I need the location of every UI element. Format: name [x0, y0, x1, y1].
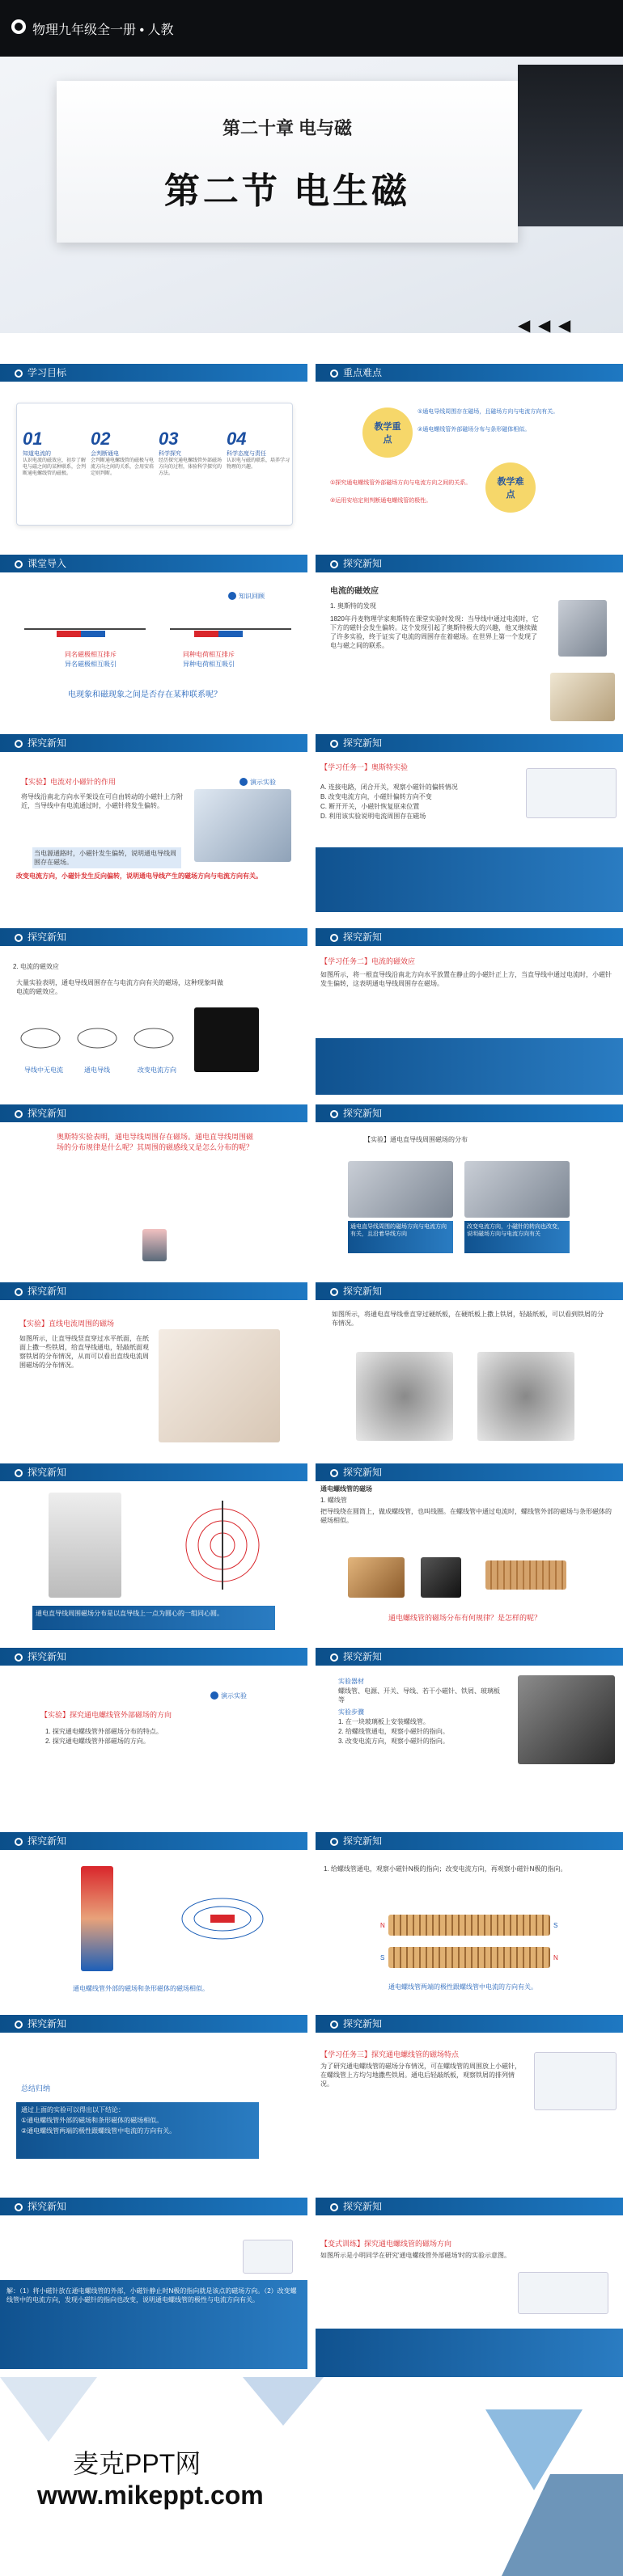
- section-bar: [0, 2198, 307, 2215]
- task1-item: D. 利用该实验说明电流周围存在磁场: [320, 813, 426, 820]
- section-bar-keypoints: [316, 364, 623, 382]
- final-task-text: 如图所示是小明同学在研究'通电螺线管外部磁场'时的实验示意图。: [320, 2252, 511, 2259]
- review-badge: [228, 592, 265, 601]
- section-title: 探究新知: [343, 1108, 383, 1119]
- section-title: 探究新知: [343, 1286, 383, 1297]
- exp3-question: 奥斯特实验表明，通电导线周围存在磁场。通电直导线周围磁场的分布规律是什么呢？其周围的磁感线又是怎么分布的呢？: [57, 1133, 254, 1151]
- key-circle: [362, 408, 413, 458]
- section-bar: [0, 928, 307, 946]
- demo-badge: 演示实验: [210, 1691, 247, 1700]
- coil-photo-2: [421, 1557, 461, 1598]
- goal-number: 04: [227, 429, 247, 449]
- exp4-right-text: 如图所示，将通电直导线垂直穿过硬纸板，在硬纸板上撒上铁屑，轻敲纸板，可以看到铁屑的分布情况。: [332, 1311, 604, 1327]
- section-bar-intro: [0, 555, 307, 572]
- final-answer-text: 解：（1）将小磁针放在通电螺线管的外部，小磁针静止时N极的指向就是该点的磁场方向。（2）改变螺线管中的电流方向，发现小磁针的指向也改变，说明通电螺线管的极性与电流方向有关。: [6, 2287, 297, 2304]
- goal-item-1: [23, 429, 86, 477]
- oersted-portrait: [558, 600, 607, 657]
- gear-icon: [330, 1288, 338, 1296]
- exp6-caption-right: 通电螺线管两端的极性跟螺线管中电流的方向有关。: [388, 1983, 537, 1991]
- hard-item-1: ①探究通电螺线管外部磁场方向与电流方向之间的关系。: [330, 480, 472, 486]
- experiment1-slide: [0, 734, 623, 917]
- exp6-caption-left: 通电螺线管外部的磁场和条形磁体的磁场相似。: [73, 1985, 209, 1992]
- exp1-photo: [194, 789, 291, 862]
- experiment5-slide: [0, 1643, 623, 1826]
- solenoid-sub: 1. 螺线管: [320, 1497, 347, 1504]
- wire-photo: [49, 1493, 121, 1598]
- section-bar-explore: [316, 555, 623, 572]
- solenoid-text: 把导线绕在圆筒上，做成螺线管，也叫线圈。在螺线管中通过电流时，螺线管外部的磁场与条形磁体的磁场相似。: [320, 1508, 612, 1524]
- exp4-photo: [159, 1329, 280, 1442]
- play-icon: [210, 1691, 218, 1700]
- final-slide: [0, 2191, 623, 2377]
- section-bar: [0, 1282, 307, 1300]
- goal-title: 科学探究: [159, 451, 181, 457]
- gear-icon: [15, 740, 23, 748]
- section-title: 探究新知: [28, 1835, 67, 1847]
- task1-item: A. 连接电路，闭合开关，观察小磁针的偏转情况: [320, 783, 458, 791]
- section-title: 探究新知: [28, 1651, 67, 1662]
- hard-item-2: ②运用安培定则判断通电螺线管的极性。: [330, 498, 432, 504]
- experiment4-slide: [0, 1277, 623, 1460]
- goal-text: 认识电与磁的联系，培养学习物理的兴趣。: [227, 458, 290, 470]
- key-item-1: ①通电导线周围存在磁场，且磁场方向与电流方向有关。: [417, 409, 559, 415]
- magnet-illustration: [24, 613, 291, 645]
- section-title: 探究新知: [343, 1835, 383, 1847]
- section-title: 课堂导入: [28, 558, 67, 569]
- solenoid-caption: 通电螺线管的磁场分布有何规律？是怎样的呢？: [388, 1614, 542, 1622]
- gear-icon: [330, 2203, 338, 2211]
- hard-circle: [485, 462, 536, 513]
- section-bar: [0, 1832, 307, 1850]
- goal-number: 01: [23, 429, 43, 449]
- goals-slide: [0, 357, 623, 551]
- section-title: 探究新知: [28, 931, 67, 943]
- section-bar: [0, 734, 307, 752]
- field-lines: [178, 1874, 267, 1963]
- section-title: 学习目标: [28, 367, 67, 378]
- gear-icon: [330, 1653, 338, 1662]
- summary-band: [16, 2102, 259, 2159]
- step: 2. 给螺线管通电，观察小磁针的指向。: [338, 1728, 449, 1735]
- task2-title: 【学习任务二】电流的磁效应: [320, 957, 416, 965]
- summary-line: 通过上面的实验可以得出以下结论：: [21, 2106, 125, 2114]
- section-bar: [0, 2015, 307, 2033]
- final-right-band: [316, 2329, 623, 2377]
- section-bar: [0, 1104, 307, 1122]
- gear-icon: [15, 934, 23, 942]
- steps-title: 实验步骤: [338, 1708, 364, 1716]
- task2-text: 如图所示，将一根直导线沿南北方向水平放置在静止的小磁针正上方，当直导线中通过电流时，小磁针发生偏转，这表明通电导线周围存在磁场。: [320, 971, 612, 987]
- label-like-charges: 同种电荷相互排斥: [183, 651, 235, 658]
- exp5-title: 【实验】探究通电螺线管外部磁场的方向: [40, 1711, 172, 1719]
- cover-subject: 物理九年级全一册 • 人教: [32, 23, 174, 37]
- section-bar: [316, 928, 623, 946]
- section-title: 探究新知: [343, 558, 383, 569]
- gear-icon: [15, 2203, 23, 2211]
- gear-icon: [330, 1469, 338, 1477]
- page-title: 第二节 电生磁: [163, 171, 411, 211]
- exp2-label: 改变电流方向: [138, 1066, 176, 1074]
- exp3-demo-title: 【实验】通电直导线周围磁场的分布: [364, 1136, 468, 1143]
- section-title: 探究新知: [28, 1467, 67, 1478]
- section-title: 探究新知: [343, 931, 383, 943]
- badge-text: 知识回顾: [239, 593, 265, 600]
- section-bar-goals: [0, 364, 307, 382]
- exp2-label: 通电导线: [84, 1066, 110, 1074]
- gear-icon: [330, 740, 338, 748]
- gear-icon: [15, 1110, 23, 1118]
- goal-item-4: [227, 429, 290, 471]
- chapter-title: 第二十章 电与磁: [222, 118, 353, 138]
- task3-title: 【学习任务三】探究通电螺线管的磁场特点: [320, 2050, 460, 2059]
- goal-number: 02: [91, 429, 111, 449]
- play-icon: [239, 778, 248, 786]
- section-bar: [0, 1648, 307, 1666]
- gear-icon: [330, 370, 338, 378]
- task1-answer-band: [316, 847, 623, 912]
- section-title: 探究新知: [28, 1108, 67, 1119]
- pole-label: N: [380, 1922, 385, 1929]
- exp4-photo-left: [356, 1352, 453, 1441]
- exp2-video[interactable]: [194, 1007, 259, 1072]
- goal-title: 科学态度与责任: [227, 451, 266, 457]
- gear-icon: [11, 19, 26, 34]
- exp4-title: 【实验】直线电流周围的磁场: [19, 1320, 115, 1328]
- experiment3-slide: [0, 1100, 623, 1277]
- oersted-experiment: [550, 673, 615, 721]
- goal-number: 03: [159, 429, 179, 449]
- step: 1. 在一块玻璃板上安装螺线管。: [338, 1718, 430, 1725]
- exp4-photo-right: [477, 1352, 574, 1441]
- section-bar: [316, 1104, 623, 1122]
- label-unlike-poles: 异名磁极相互吸引: [65, 661, 117, 668]
- exp2-illustrations: [16, 1014, 178, 1062]
- label-like-poles: 同名磁极相互排斥: [65, 651, 117, 658]
- demo-badge: 演示实验: [239, 778, 276, 787]
- exp4-text: 如图所示，让直导线竖直穿过水平纸面，在纸面上撒一些铁屑，给直导线通电，轻敲纸面观察铁屑的分布情况，从而可以看出直线电流周围磁场的分布情况。: [19, 1335, 149, 1369]
- brand-url[interactable]: www.mikeppt.com: [37, 2481, 264, 2510]
- gear-icon: [330, 1838, 338, 1846]
- section-title: 探究新知: [343, 737, 383, 749]
- experiment2-slide: [0, 917, 623, 1100]
- exp5-item: 2. 探究通电螺线管外部磁场的方向。: [45, 1738, 150, 1745]
- gear-icon: [15, 1469, 23, 1477]
- task3-diagram: [534, 2052, 617, 2110]
- intro-question: 电现象和磁现象之间是否存在某种联系呢？: [68, 690, 222, 699]
- task1-item: C. 断开开关，小磁针恢复原来位置: [320, 803, 420, 810]
- history-sub: 1. 奥斯特的发现: [330, 602, 376, 610]
- materials: 螺线管、电源、开关、导线、若干小磁针、铁屑、玻璃板等: [338, 1687, 500, 1704]
- cover-slide: [0, 0, 623, 333]
- nav-arrows[interactable]: ◀ ◀ ◀: [518, 317, 573, 333]
- section-bar: [316, 734, 623, 752]
- goal-item-3: [159, 429, 222, 477]
- coil-photo-1: [348, 1557, 405, 1598]
- solenoid-slide: [0, 1460, 623, 1643]
- exp3-compass: [142, 1229, 167, 1261]
- task3-text: 为了研究通电螺线管的磁场分布情况，可在螺线管的周围放上小磁针，在螺线管上方均匀地撒些铁屑。通电后轻敲纸板，观察铁屑的排列情况。: [320, 2063, 521, 2088]
- exp5-photo: [518, 1675, 615, 1764]
- pole-label: S: [553, 1922, 558, 1929]
- section-bar: [316, 1648, 623, 1666]
- section-title: 探究新知: [28, 2201, 67, 2212]
- goal-item-2: [91, 429, 154, 477]
- task1-item: B. 改变电流方向，小磁针偏转方向不变: [320, 793, 432, 800]
- goal-title: 会判断通电: [91, 451, 119, 457]
- exp3-photo-1: [348, 1161, 453, 1218]
- gear-icon: [15, 1288, 23, 1296]
- section-bar: [316, 2198, 623, 2215]
- exp3-photo-2: [464, 1161, 570, 1218]
- summary-slide: [0, 2008, 623, 2191]
- gear-icon: [330, 560, 338, 568]
- gear-icon: [15, 2021, 23, 2029]
- coil-photo-3: [485, 1560, 566, 1590]
- final-diagram: [243, 2240, 293, 2274]
- exp6-right-text: 1. 给螺线管通电，观察小磁针N极的指向；改变电流方向，再观察小磁针N极的指向。: [324, 1865, 567, 1873]
- goal-title: 知道电流的: [23, 451, 51, 457]
- intro-slide: [0, 551, 623, 734]
- exp2-subtitle: 2. 电流的磁效应: [13, 963, 59, 970]
- section-bar: [316, 1282, 623, 1300]
- section-title: 探究新知: [28, 737, 67, 749]
- coil-with-compass-2: [388, 1947, 550, 1968]
- section-title: 探究新知: [28, 1286, 67, 1297]
- section-title: 探究新知: [343, 2018, 383, 2029]
- left-caption-band: 通电直导线周围磁场分布是以直导线上一点为圆心的一组同心圆。: [32, 1606, 275, 1630]
- coil-with-compass-1: [388, 1915, 550, 1936]
- final-circuit: [518, 2272, 608, 2314]
- exp1-title: 【实验】电流对小磁针的作用: [21, 778, 117, 786]
- pole-label: N: [553, 1954, 558, 1962]
- summary-title: 总结归纳: [21, 2084, 51, 2092]
- exp1-conclusion1: 当电源通路时，小磁针发生偏转，说明通电导线周围存在磁场。: [32, 847, 181, 868]
- exp3-caption-band-2: 改变电流方向，小磁针的转向也改变，说明磁场方向与电流方向有关: [464, 1221, 570, 1253]
- section-bar: [316, 2015, 623, 2033]
- label-unlike-charges: 异种电荷相互吸引: [183, 661, 235, 668]
- gear-icon: [15, 370, 23, 378]
- goal-text: 会判断通电螺线管的磁极与电流方向之间的关系，会用安培定则判断。: [91, 458, 155, 476]
- hard-label: 教学难点: [497, 477, 524, 500]
- section-title: 探究新知: [28, 2018, 67, 2029]
- history-title: 电流的磁效应: [330, 587, 379, 596]
- pole-label: S: [380, 1954, 385, 1962]
- key-item-2: ②通电螺线管外部磁场分布与条形磁体相似。: [417, 427, 531, 433]
- task1-diagram: [526, 768, 617, 818]
- watermark-footer: [0, 2377, 623, 2576]
- section-title: 探究新知: [343, 2201, 383, 2212]
- summary-line: ①通电螺线管外部的磁场和条形磁体的磁场相似。: [21, 2117, 163, 2124]
- brand-name: 麦克PPT网: [73, 2449, 201, 2478]
- gear-icon: [330, 2021, 338, 2029]
- gear-icon: [15, 1838, 23, 1846]
- bar-magnet-photo: [81, 1866, 113, 1971]
- section-title: 探究新知: [343, 1651, 383, 1662]
- exp5-item: 1. 探究通电螺线管外部磁场分布的特点。: [45, 1728, 163, 1735]
- gear-icon: [15, 560, 23, 568]
- goal-text: 认识电流的磁效应，初步了解电与磁之间的某种联系，会判断通电螺线管的磁极。: [23, 458, 87, 476]
- gear-icon: [330, 1110, 338, 1118]
- gear-icon: [330, 934, 338, 942]
- final-answer-band: [0, 2280, 307, 2369]
- step: 3. 改变电流方向，观察小磁针的指向。: [338, 1738, 449, 1745]
- exp1-conclusion2: 改变电流方向，小磁针发生反向偏转，说明通电导线产生的磁场方向与电流方向有关。: [16, 872, 262, 880]
- task2-answer-band: [316, 1038, 623, 1095]
- section-bar: [0, 1463, 307, 1481]
- exp2-text: 大量实验表明，通电导线周围存在与电流方向有关的磁场，这种现象叫做电流的磁效应。: [16, 979, 223, 995]
- section-bar: [316, 1463, 623, 1481]
- exp1-text: 将导线沿南北方向水平架设在可自由转动的小磁针上方附近，当导线中有电流通过时，小磁针将发生偏转。: [21, 793, 183, 809]
- exp3-caption-band-1: 通电直导线周围的磁场方向与电流方向有关，且沿着导线方向: [348, 1221, 453, 1253]
- gear-icon: [15, 1653, 23, 1662]
- section-title: 重点难点: [343, 367, 383, 378]
- experiment6-slide: [0, 1826, 623, 2008]
- task1-title: 【学习任务一】奥斯特实验: [320, 763, 409, 771]
- goal-text: 经历探究通电螺线管外部磁场方向的过程，体验科学探究的方法。: [159, 458, 222, 476]
- section-title: 探究新知: [343, 1467, 383, 1478]
- section-bar: [316, 1832, 623, 1850]
- field-circles: [178, 1501, 267, 1590]
- summary-line: ②通电螺线管两端的极性跟螺线管中电流的方向有关。: [21, 2127, 176, 2135]
- key-label: 教学重点: [374, 422, 401, 445]
- final-task-title: 【变式训练】探究通电螺线管的磁场方向: [320, 2240, 452, 2248]
- solenoid-title: 通电螺线管的磁场: [320, 1485, 372, 1493]
- exp2-label: 导线中无电流: [24, 1066, 63, 1074]
- materials-title: 实验器材: [338, 1678, 364, 1685]
- history-text: 1820年丹麦物理学家奥斯特在课堂实验时发现：当导线中通过电流时，它下方的磁针会发生偏转。这个发现引起了奥斯特极大的兴趣，他又继续做了许多实验，终于证实了电流的周围存在着磁场。在世界上第一个发现了电与磁之间的联系。: [330, 615, 539, 649]
